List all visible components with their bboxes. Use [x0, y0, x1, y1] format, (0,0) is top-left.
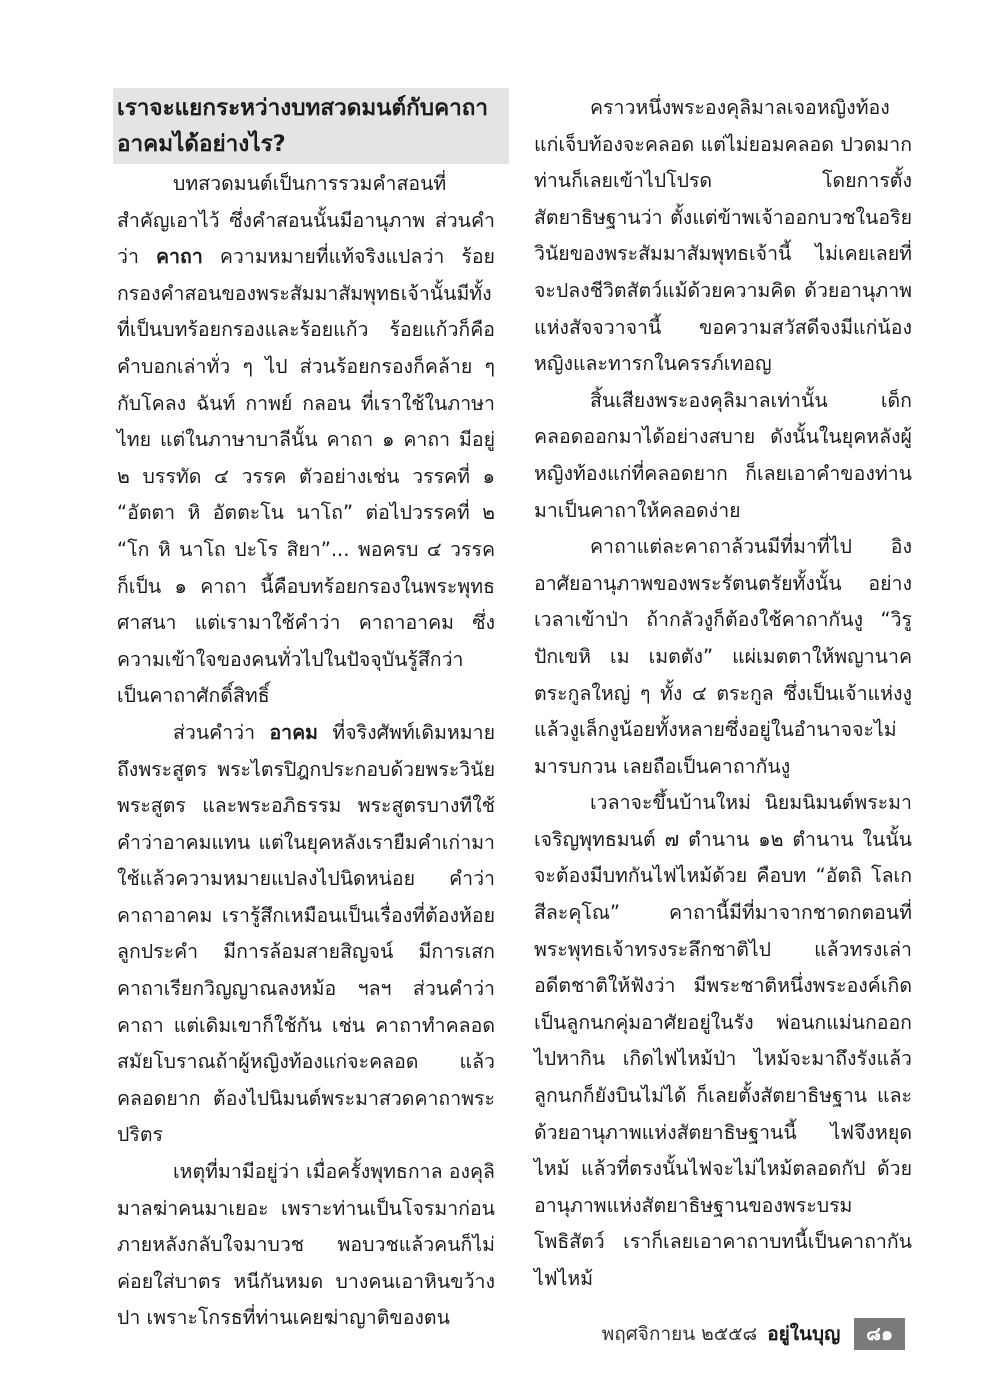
bold-term-akhom: อาคม — [269, 720, 319, 744]
issue-date: พฤศจิกายน ๒๕๕๘ — [601, 1323, 758, 1345]
page-number: ๘๑ — [854, 1318, 905, 1350]
bold-term-katha: คาถา — [156, 245, 203, 269]
left-column — [117, 88, 495, 1337]
magazine-name: อยู่ในบุญ — [767, 1323, 841, 1345]
paragraph-5: สิ้นเสียงพระองคุลิมาลเท่านั้น เด็กคลอดออกมาได้อย่างสบาย ดังนั้นในยุคหลังผู้หญิงท้องแก่ที่คลอดยาก ก็เลยเอาคำของท่านมาเป็นคาถาให้คลอดง่าย — [534, 388, 912, 522]
paragraph-text: ที่จริงศัพท์เดิมหมายถึงพระสูตร พระไตรปิฎกประกอบด้วยพระวินัย พระสูตร และพระอภิธรรม พระสูตรบางทีใช้คำว่าอาคมแทน แต่ในยุคหลังเรายืมคำเก่ามาใช้แล้วความหมายแปลงไปนิดหน่อย คำว่า คาถาอาคม เรารู้สึกเหมือนเป็นเรื่องที่ต้องห้อยลูกประคำ มีการล้อมสายสิญจน์ มีการเสกคาถาเรียกวิญญาณลงหม้อ ฯลฯ ส่วนคำว่า คาถา แต่เดิมเขาก็ใช้กัน เช่น คาถาทำคลอด สมัยโบราณถ้าผู้หญิงท้องแก่จะคลอด แล้วคลอดยาก ต้องไปนิมนต์พระมาสวดคาถาพระปริตร — [117, 720, 496, 1147]
paragraph-text: ความหมายที่แท้จริงแปลว่า ร้อยกรองคำสอนของพระสัมมาสัมพุทธเจ้านั้นมีทั้งที่เป็นบทร้อยกรองและร้อยแก้ว ร้อยแก้วก็คือคำบอกเล่าทั่ว ๆ ไป ส่วนร้อยกรองก็คล้าย ๆ กับโคลง ฉันท์ กาพย์ กลอน ที่เราใช้ในภาษาไทย แต่ในภาษาบาลีนั้น คาถา ๑ คาถา มีอยู่ ๒ บรรทัด ๔ วรรค ตัวอย่างเช่น วรรคที่ ๑ “อัตตา หิ อัตตะโน นาโถ” ต่อไปวรรคที่ ๒ “โก หิ นาโถ ปะโร สิยา”... พอครบ ๔ วรรค ก็เป็น ๑ คาถา นี้คือบทร้อยกรองในพระพุทธศาสนา แต่เรามาใช้คำว่า คาถาอาคม ซึ่งความเข้าใจของคนทั่วไปในปัจจุบันรู้สึกว่าเป็นคาถาศักดิ์สิทธิ์ — [117, 245, 495, 708]
paragraph-2 — [117, 715, 495, 1154]
paragraph-6: คาถาแต่ละคาถาล้วนมีที่มาที่ไป อิงอาศัยอานุภาพของพระรัตนตรัยทั้งนั้น อย่างเวลาเข้าป่า ถ้ากลัวงูก็ต้องใช้คาถากันงู “วิรูปักเขหิ เม เมตตัง” แผ่เมตตาให้พญานาคตระกูลใหญ่ ๆ ทั้ง ๔ ตระกูล ซึ่งเป็นเจ้าแห่งงูแล้วงูเล็กงูน้อยทั้งหลายซึ่งอยู่ในอำนาจจะไม่มารบกวน เลยถือเป็นคาถากันงู — [534, 535, 912, 778]
paragraph-3: เหตุที่มามีอยู่ว่า เมื่อครั้งพุทธกาล องคุลิมาลฆ่าคนมาเยอะ เพราะท่านเป็นโจรมาก่อน ภายหลังกลับใจมาบวช พอบวชแล้วคนก็ไม่ค่อยใส่บาตร หนีกันหมด บางคนเอาหินขว้างปา เพราะโกรธที่ท่านเคยฆ่าญาติของตน — [117, 1160, 495, 1330]
paragraph-1 — [117, 166, 495, 715]
right-column — [534, 90, 912, 1298]
section-heading: เราจะแยกระหว่างบทสวดมนต์กับคาถาอาคมได้อย่างไร? — [113, 88, 509, 164]
paragraph-4: คราวหนึ่งพระองคุลิมาลเจอหญิงท้องแก่เจ็บท้องจะคลอด แต่ไม่ยอมคลอด ปวดมาก ท่านก็เลยเข้าไปโปรด โดยการตั้งสัตยาธิษฐานว่า ตั้งแต่ข้าพเจ้าออกบวชในอริยวินัยของพระสัมมาสัมพุทธเจ้านี้ ไม่เคยเลยที่จะปลงชีวิตสัตว์แม้ด้วยความคิด ด้วยอานุภาพแห่งสัจจวาจานี้ ขอความสวัสดีจงมีแก่น้องหญิงและทารกในครรภ์เทอญ — [534, 96, 912, 376]
paragraph-text: บทสวดมนต์เป็นการรวมคำสอนที่สำคัญเอาไว้ ซึ่งคำสอนนั้นมีอานุภาพ ส่วนคำว่า — [117, 172, 495, 269]
page-footer — [602, 1318, 905, 1350]
paragraph-text: ส่วนคำว่า — [173, 720, 270, 744]
paragraph-7: เวลาจะขึ้นบ้านใหม่ นิยมนิมนต์พระมาเจริญพุทธมนต์ ๗ ตำนาน ๑๒ ตำนาน ในนั้นจะต้องมีบทกันไฟไหม้ด้วย คือบท “อัตถิ โลเก สีละคุโณ” คาถานี้มีที่มาจากชาดกตอนที่พระพุทธเจ้าทรงระลึกชาติไป แล้วทรงเล่าอดีตชาติให้ฟังว่า มีพระชาติหนึ่งพระองค์เกิดเป็นลูกนกคุ่มอาศัยอยู่ในรัง พ่อนกแม่นกออกไปหากิน เกิดไฟไหม้ป่า ไหม้จะมาถึงรังแล้วลูกนกก็ยังบินไม่ได้ ก็เลยตั้งสัตยาธิษฐาน และด้วยอานุภาพแห่งสัตยาธิษฐานนี้ ไฟจึงหยุดไหม้ แล้วที่ตรงนั้นไฟจะไม่ไหม้ตลอดกัป ด้วยอานุภาพแห่งสัตยาธิษฐานของพระบรมโพธิสัตว์ เราก็เลยเอาคาถาบทนี้เป็นคาถากันไฟไหม้ — [534, 791, 912, 1290]
